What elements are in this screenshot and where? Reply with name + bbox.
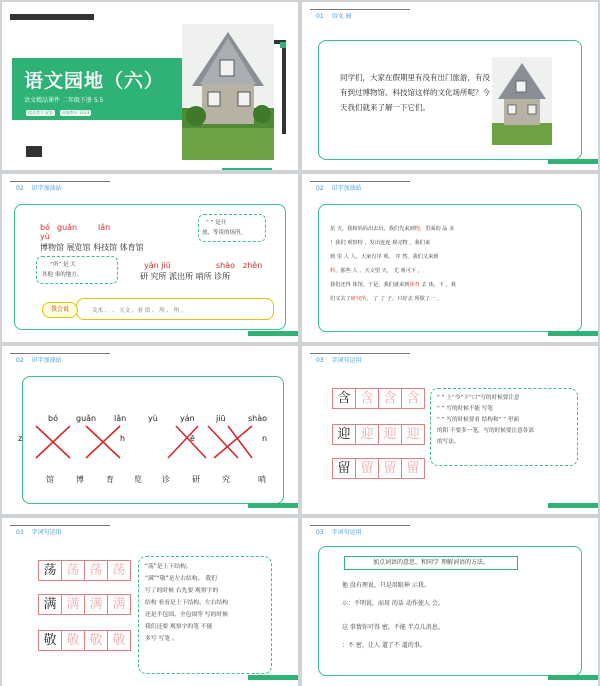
section-header: 02 识字加油站 xyxy=(16,357,62,364)
trace-char: 荡 xyxy=(61,560,85,581)
match-char: 览 xyxy=(134,475,142,484)
char-grid-row xyxy=(332,424,424,445)
lesson-subtitle: 语文精品课件 二年级下册 5.5 xyxy=(24,97,104,104)
slide-writing-2[interactable] xyxy=(2,518,298,686)
dark-accent-bar xyxy=(10,14,94,20)
match-char: 博 xyxy=(76,475,84,484)
header-rule xyxy=(10,525,110,526)
story-line: 到 里 人 人，大家有序 观。 序 然。我们又来到 xyxy=(330,254,439,260)
trace-char: 留 xyxy=(401,458,425,479)
house-photo xyxy=(492,57,552,145)
match-char: 育 xyxy=(106,475,114,484)
char-grid-row xyxy=(332,388,424,409)
speak-badge[interactable]: 我会说 xyxy=(42,302,78,318)
lesson-title: 语文园地（六） xyxy=(24,70,165,92)
char-grid-row xyxy=(38,594,130,615)
pinyin-label: guǎn xyxy=(76,414,97,423)
model-char: 留 xyxy=(332,458,356,479)
footer-accent xyxy=(222,168,272,170)
bubble-text: 其他 事的地方。 xyxy=(42,272,83,278)
pinyin-label: lǎn xyxy=(114,414,127,423)
pinyin-label: yán jiū xyxy=(144,261,171,270)
header-rule xyxy=(310,9,410,10)
header-rule xyxy=(310,353,410,354)
pinyin-label: n xyxy=(262,434,268,443)
dark-block xyxy=(26,146,42,157)
match-line xyxy=(36,426,252,458)
corner-accent xyxy=(248,331,298,336)
writing-tips: “荡”是上下结构。 “满”“敬”是左右结构。 我们 写了的时候 右先要 观察字的 结构 看看是上下结构、左右结构 还是半包围、全包围等 写的时候 我们还要 观察字的笔 不能 多写 写笔 。 xyxy=(138,556,272,674)
sentence-line: 示：不明说，而用 的话 动作使人 会。 xyxy=(342,600,444,607)
trace-char: 含 xyxy=(378,388,402,409)
story-line: 科，那些 人 、天文望 天， 尤 观可下 ， xyxy=(330,268,423,274)
slide-intro[interactable] xyxy=(302,2,598,170)
header-rule xyxy=(310,181,410,182)
char-grid-row xyxy=(332,458,424,479)
pinyin-label: yù xyxy=(148,414,158,423)
match-char: 馆 xyxy=(46,475,54,484)
trace-char: 留 xyxy=(378,458,402,479)
pinyin-label: shào xyxy=(248,414,268,423)
bubble-text: 放、等谈的场所。 xyxy=(202,230,247,236)
trace-char: 留 xyxy=(355,458,379,479)
char-grid-row xyxy=(38,630,130,651)
pinyin-label: bó xyxy=(40,223,50,232)
header-rule xyxy=(10,181,110,182)
corner-accent xyxy=(248,675,298,680)
trace-char: 荡 xyxy=(107,560,131,581)
sentence-line: ：不 密，让人 道了不 道的事。 xyxy=(342,642,426,649)
match-char: 研 xyxy=(192,475,200,484)
tag-pill: 部编教材 2023 xyxy=(62,110,90,115)
story-line: 我们还得 体馆，于是，我们就来到体育 去 体。下 ，我 xyxy=(330,282,456,288)
match-char: 哨 xyxy=(258,475,266,484)
model-char: 含 xyxy=(332,388,356,409)
trace-char: 敬 xyxy=(61,630,85,651)
slide-vocabulary[interactable] xyxy=(302,518,598,686)
match-char: 诊 xyxy=(162,475,170,484)
pinyin-label: h xyxy=(120,434,126,443)
trace-char: 满 xyxy=(84,594,108,615)
trace-char: 敬 xyxy=(107,630,131,651)
trace-char: 敬 xyxy=(84,630,108,651)
corner-accent xyxy=(548,159,598,164)
char-grid-row xyxy=(38,560,130,581)
header-rule xyxy=(310,525,410,526)
word-row: 研 究所 派出所 哨所 诊所 xyxy=(140,272,231,281)
section-header: 01 语文 园 xyxy=(316,13,352,20)
model-char: 荡 xyxy=(38,560,62,581)
story-paragraph xyxy=(330,222,574,306)
section-header: 02 识字加油站 xyxy=(316,185,362,192)
pinyin-label: zhěn xyxy=(243,261,263,270)
trace-char: 满 xyxy=(61,594,85,615)
story-line: 星 天，我和妈妈出去玩，我们先来到物，里面的 品 多 xyxy=(330,226,455,232)
slide-writing-1[interactable] xyxy=(302,346,598,514)
pinyin-label: z xyxy=(18,434,23,443)
pinyin-label: ē xyxy=(190,434,195,443)
pinyin-label: shào xyxy=(216,261,236,270)
house-photo xyxy=(182,24,274,160)
match-char: 究 xyxy=(222,475,230,484)
corner-accent xyxy=(548,331,598,336)
trace-char: 含 xyxy=(355,388,379,409)
model-char: 敬 xyxy=(38,630,62,651)
trace-char: 荡 xyxy=(84,560,108,581)
accent-square xyxy=(280,42,286,48)
slide-literacy-2[interactable] xyxy=(302,174,598,342)
pinyin-label: guǎn xyxy=(57,223,78,232)
slide-literacy-1[interactable] xyxy=(2,174,298,342)
intro-paragraph: 同学们，大家在假期里有没有出门旅游，有没有到过博物馆、科技馆这样的文化场所呢？今天我们就来了解一下它们。 xyxy=(340,73,490,112)
trace-char: 迎 xyxy=(401,424,425,445)
word-row: 博物馆 展览馆 科技馆 体育馆 xyxy=(40,243,144,252)
slide-literacy-3[interactable] xyxy=(2,346,298,514)
sentence-line: 他 没有理说，只是用眼神 示我。 xyxy=(342,582,430,589)
trace-char: 迎 xyxy=(378,424,402,445)
writing-tips: “ ” 上“今”下“口”写的时候要注意 “ ” 写的时候不能 写笔 “ ” 写的时候要看 结构和“ ” 里面 的阳 不要多一笔，写的时候要注意各部 的写法。 xyxy=(430,388,578,466)
corner-accent xyxy=(548,675,598,680)
trace-char: 迎 xyxy=(355,424,379,445)
corner-accent xyxy=(248,503,298,508)
tag-pill: 精品教学 配套 xyxy=(28,110,54,115)
model-char: 迎 xyxy=(332,424,356,445)
instruction-box: 加点词语的意思，和同学 理解词语的方法。 xyxy=(344,556,518,570)
answer-text: 关术 、 、 天文 、看 馆 、 所 、 所 。 xyxy=(92,308,187,314)
matching-lines xyxy=(2,346,298,514)
corner-accent xyxy=(548,503,598,508)
section-header: 03 字词句运用 xyxy=(16,529,62,536)
pinyin-label: bó xyxy=(48,414,58,423)
section-header: 02 识字加油站 xyxy=(16,185,62,192)
model-char: 满 xyxy=(38,594,62,615)
section-header: 03 字词句运用 xyxy=(316,357,362,364)
section-header: 03 字词句运用 xyxy=(316,529,362,536)
bubble-text: “所” 是 大 xyxy=(50,262,76,268)
pinyin-label: yán xyxy=(180,414,195,423)
trace-char: 含 xyxy=(401,388,425,409)
story-line: ！我们 观察特 ，发出连连 观完物 ，我们来 xyxy=(330,240,431,246)
sentence-line: 这 事情你可得 密，不能 半点儿消息。 xyxy=(342,624,444,631)
slide-cover[interactable] xyxy=(2,2,298,170)
bubble-text: “ ” 是开 xyxy=(206,220,227,226)
pinyin-label: jiū xyxy=(216,414,226,423)
story-line: 们又去了研究所， 了 了 子，只好去 所歇了一 。 xyxy=(330,296,443,302)
pinyin-label: lǎn xyxy=(98,223,111,232)
pinyin-label: yù xyxy=(40,232,50,241)
trace-char: 满 xyxy=(107,594,131,615)
